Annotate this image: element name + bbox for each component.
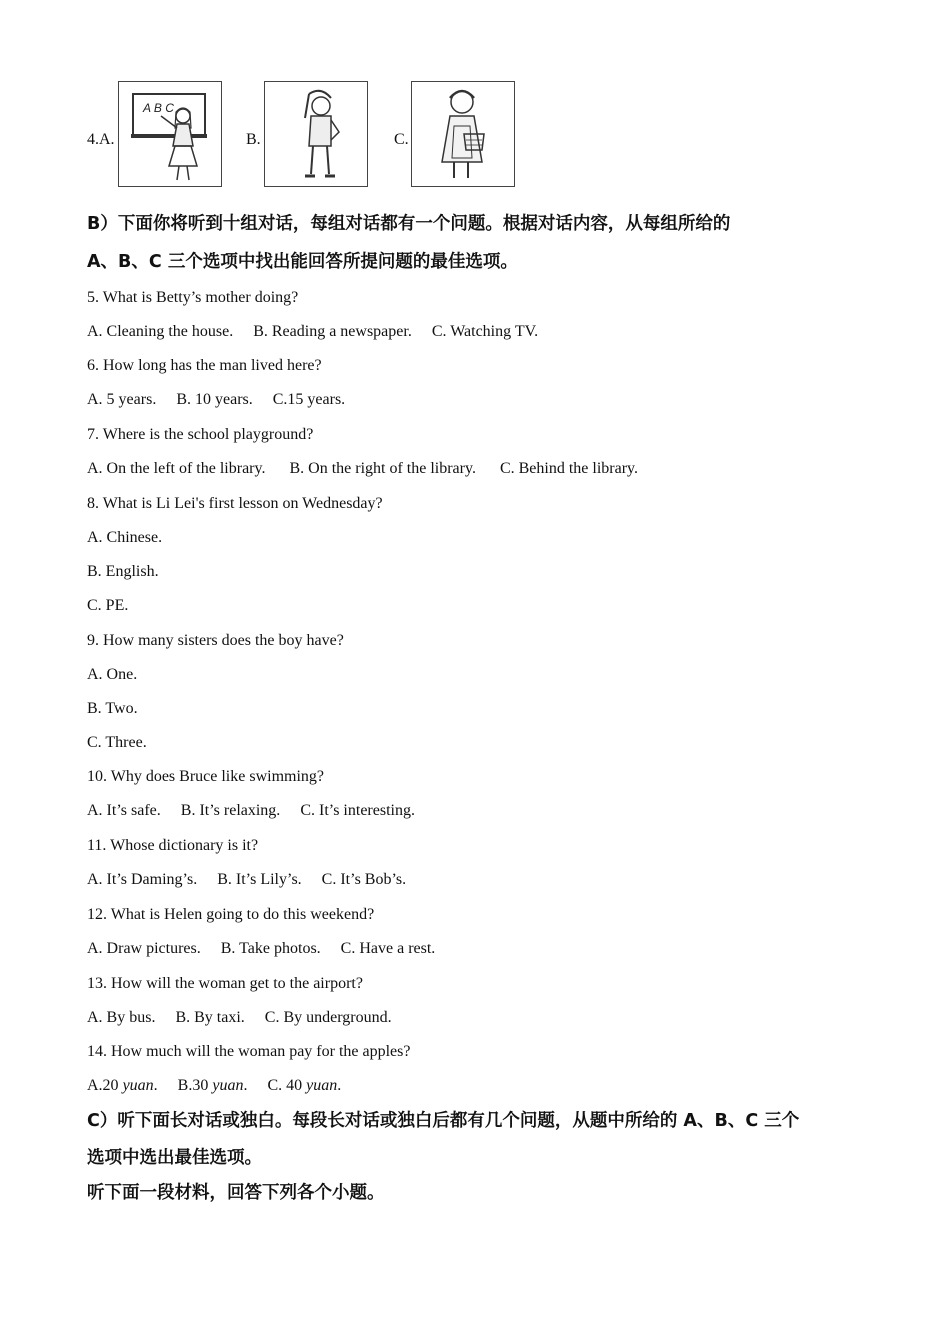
question-7-options [87,459,638,479]
option[interactable]: C. It’s interesting. [300,802,415,819]
q4-option-b-image[interactable] [264,81,368,187]
option[interactable]: C. PE. [87,597,129,614]
option[interactable]: A. Draw pictures. [87,940,201,957]
q4-number: 4.A. [87,131,115,148]
option[interactable]: B. It’s relaxing. [180,802,281,819]
option[interactable]: A. 5 years. [87,391,157,408]
section-b-heading-line1: B）下面你将听到十组对话，每组对话都有一个问题。根据对话内容，从每组所给的 [87,214,731,234]
option[interactable]: A. Cleaning the house. [87,323,234,340]
question-13-options [87,1008,392,1028]
question-10-options [87,801,415,821]
question-5: 5. What is Betty’s mother doing? [87,289,299,306]
option[interactable]: A. On the left of the library. [87,460,266,477]
option[interactable]: B. On the right of the library. [289,460,476,477]
woman-with-basket-icon [412,82,514,186]
board-text: A B C [143,101,174,115]
question-9: 9. How many sisters does the boy have? [87,632,344,649]
option[interactable]: C. Watching TV. [431,323,539,340]
option[interactable]: C. It’s Bob’s. [321,871,407,888]
question-12: 12. What is Helen going to do this weekend? [87,906,375,923]
option[interactable]: C. Behind the library. [499,460,638,477]
question-11-options [87,870,406,890]
option[interactable]: A. It’s safe. [87,802,161,819]
section-c-heading-line1: C）听下面长对话或独白。每段长对话或独白后都有几个问题，从题中所给的 A、B、C 三个 [87,1111,800,1131]
option[interactable]: A. One. [87,666,138,683]
option[interactable]: A.20 yuan. [87,1077,158,1094]
option[interactable]: C. By underground. [264,1009,392,1026]
option[interactable]: C. 40 yuan. [267,1077,342,1094]
old-man-exercising-icon [265,82,367,186]
option[interactable]: B. Reading a newspaper. [253,323,412,340]
option[interactable]: B. 10 years. [176,391,253,408]
q4-option-b-label: B. [246,131,261,148]
question-8: 8. What is Li Lei's first lesson on Wednesday? [87,495,383,512]
question-14: 14. How much will the woman pay for the apples? [87,1043,411,1060]
question-13: 13. How will the woman get to the airport? [87,975,363,992]
question-12-options [87,939,435,959]
question-6-options [87,390,345,410]
option[interactable]: A. By bus. [87,1009,156,1026]
q4-option-c-label: C. [394,131,409,148]
option[interactable]: B. Two. [87,700,138,717]
q4-option-a-image[interactable] [118,81,222,187]
section-b-heading-line2: A、B、C 三个选项中找出能回答所提问题的最佳选项。 [87,252,518,272]
question-6: 6. How long has the man lived here? [87,357,322,374]
option[interactable]: C. Three. [87,734,147,751]
question-11: 11. Whose dictionary is it? [87,837,259,854]
question-5-options [87,322,538,342]
option[interactable]: B. It’s Lily’s. [217,871,302,888]
option[interactable]: C.15 years. [272,391,346,408]
section-c-heading-line2: 选项中选出最佳选项。 [87,1148,262,1168]
question-14-options [87,1076,341,1096]
option[interactable]: A. Chinese. [87,529,163,546]
option[interactable]: B.30 yuan. [177,1077,248,1094]
option[interactable]: B. By taxi. [175,1009,245,1026]
teacher-at-blackboard-icon [119,82,221,186]
option[interactable]: C. Have a rest. [340,940,436,957]
option[interactable]: A. It’s Daming’s. [87,871,198,888]
question-7: 7. Where is the school playground? [87,426,314,443]
option[interactable]: B. Take photos. [220,940,321,957]
q4-option-c-image[interactable] [411,81,515,187]
option[interactable]: B. English. [87,563,159,580]
section-c-instruction: 听下面一段材料，回答下列各个小题。 [87,1183,385,1203]
question-10: 10. Why does Bruce like swimming? [87,768,324,785]
